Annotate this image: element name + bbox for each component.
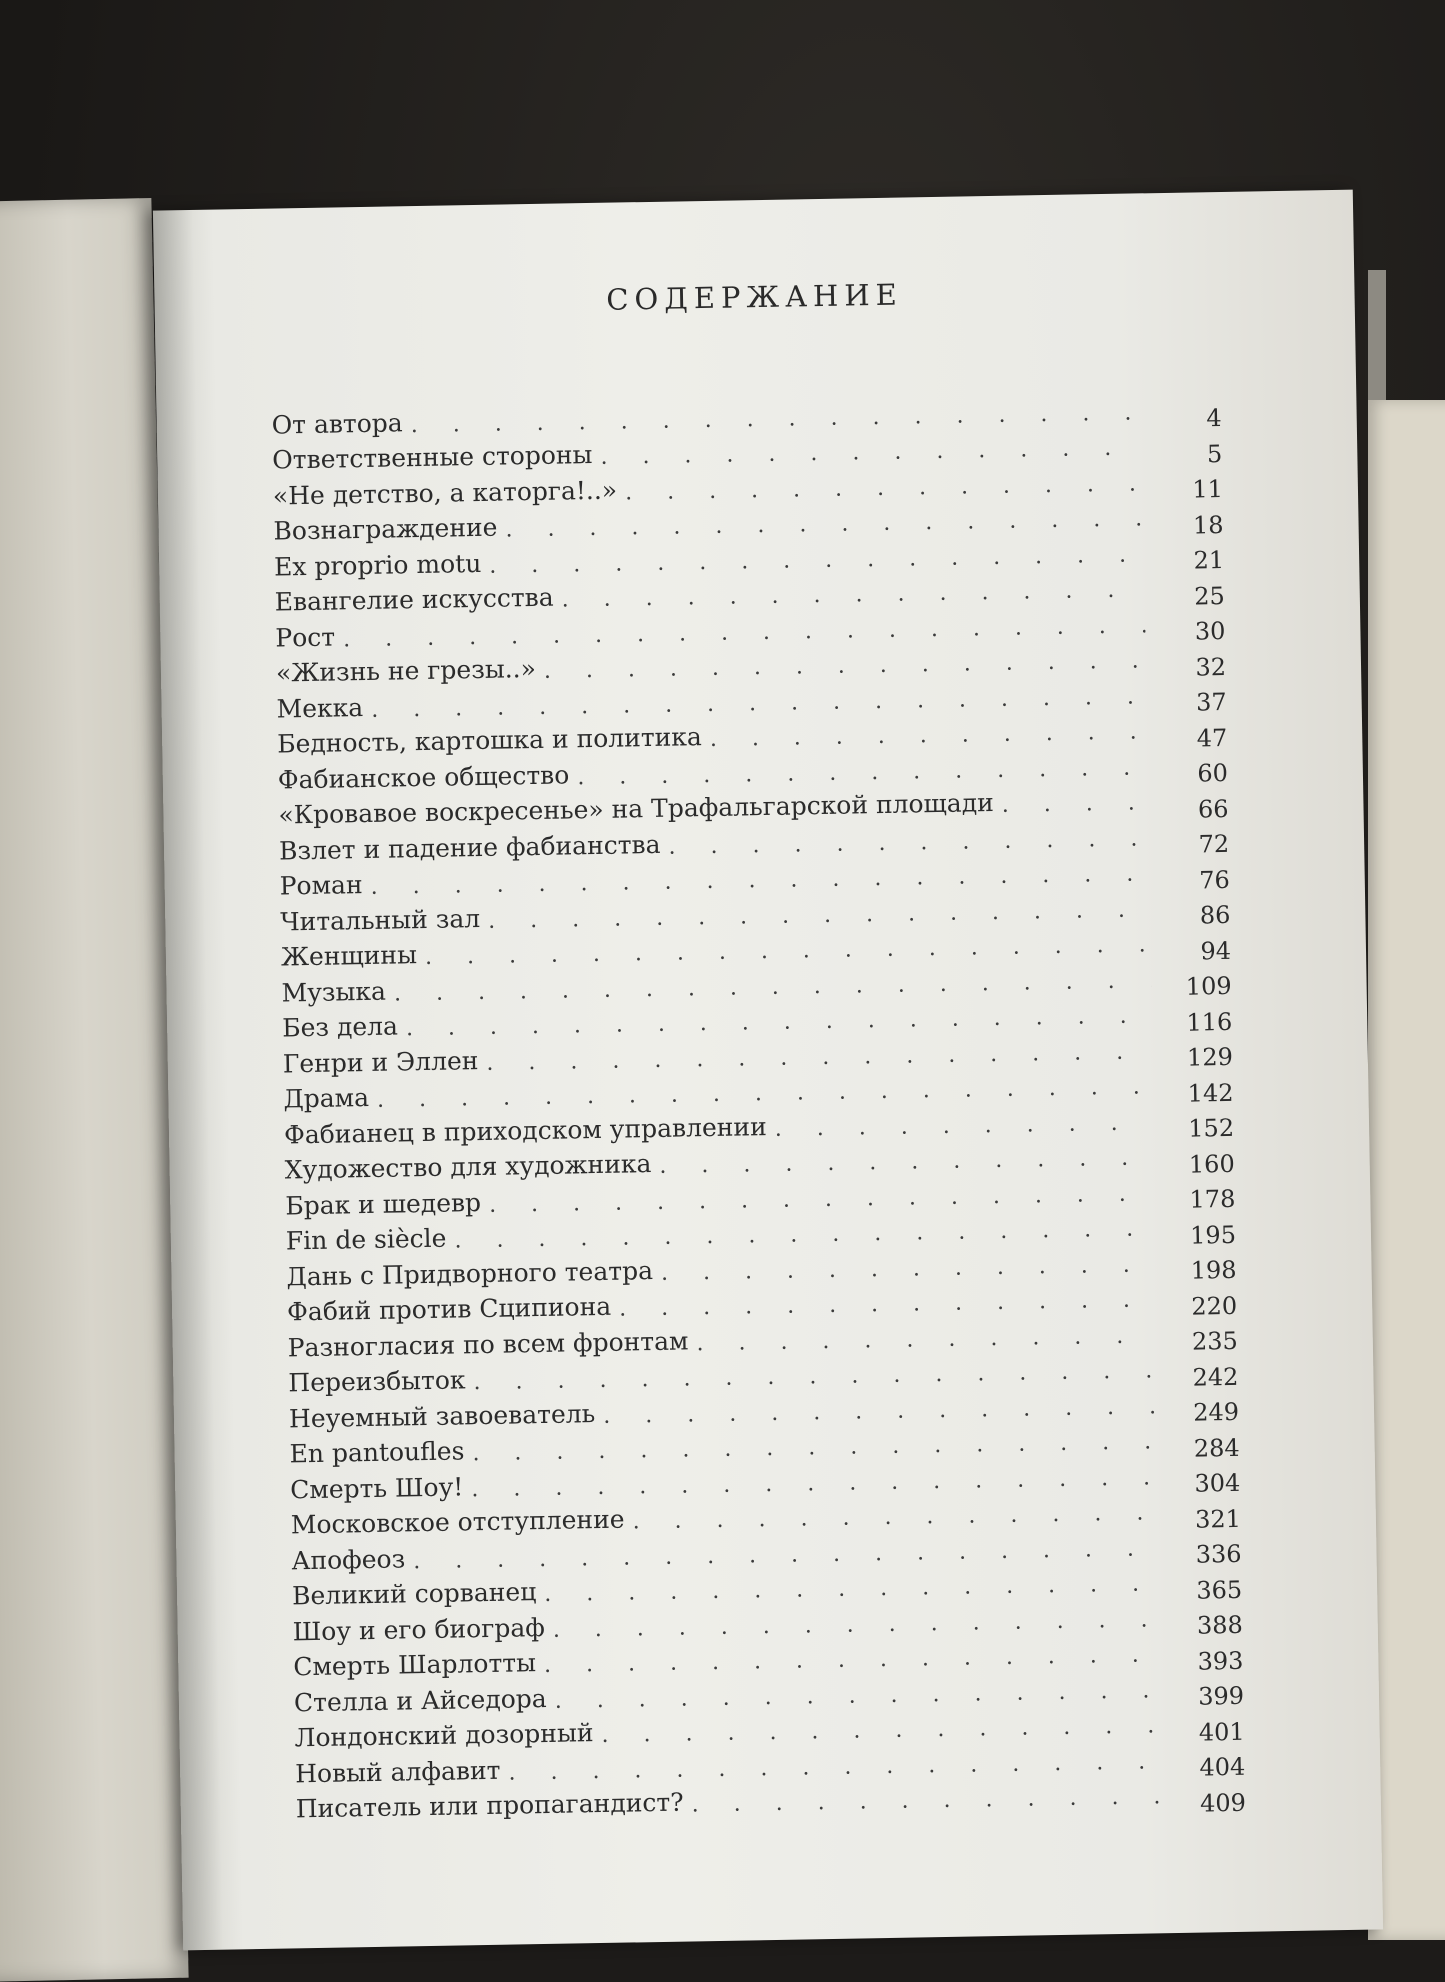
contents-entry-title: Ответственные стороны bbox=[272, 439, 593, 475]
contents-entry-page-number: 284 bbox=[1193, 1433, 1240, 1463]
contents-entry-title: Великий сорванец bbox=[291, 1577, 537, 1611]
contents-entry-title: En pantoufles bbox=[289, 1436, 465, 1469]
contents-entry-page-number: 142 bbox=[1187, 1078, 1234, 1108]
contents-entry-title: «Не детство, а каторга!..» bbox=[272, 475, 618, 511]
contents-entry-title: Фабианское общество bbox=[277, 759, 570, 795]
contents-entry-title: Вознаграждение bbox=[273, 512, 498, 546]
contents-entry-page-number: 37 bbox=[1195, 687, 1227, 717]
contents-entry-page-number: 178 bbox=[1189, 1184, 1236, 1214]
contents-entry-title: «Кровавое воскресенье» на Трафальгарской площади bbox=[278, 788, 994, 830]
contents-entry-title: Переизбыток bbox=[288, 1365, 466, 1398]
contents-entry-title: Смерть Шарлотты bbox=[293, 1648, 537, 1682]
contents-entry-title: Роман bbox=[279, 870, 363, 901]
contents-entry-page-number: 4 bbox=[1206, 403, 1222, 433]
contents-entry-page-number: 336 bbox=[1195, 1539, 1242, 1569]
contents-entry-title: Дань с Придворного театра bbox=[286, 1255, 654, 1291]
contents-entry-title: Неуемный завоеватель bbox=[288, 1398, 596, 1433]
contents-entry-page-number: 235 bbox=[1191, 1326, 1239, 1356]
contents-entry-title: Fin de siècle bbox=[285, 1223, 447, 1256]
contents-entry-page-number: 304 bbox=[1194, 1468, 1241, 1498]
dot-leader bbox=[691, 1786, 1165, 1816]
contents-entry-title: Художество для художника bbox=[284, 1149, 652, 1185]
contents-entry-title: Генри и Эллен bbox=[282, 1045, 479, 1078]
contents-entry-page-number: 25 bbox=[1194, 581, 1226, 610]
contents-entry-title: Брак и шедевр bbox=[285, 1187, 482, 1220]
contents-entry-page-number: 116 bbox=[1186, 1007, 1233, 1037]
contents-entry-page-number: 32 bbox=[1195, 652, 1227, 681]
contents-entry-page-number: 94 bbox=[1200, 936, 1232, 965]
contents-entry-title: Драма bbox=[283, 1082, 370, 1114]
contents-entry-title: Фабианец в приходском управлении bbox=[283, 1111, 767, 1149]
contents-list bbox=[271, 388, 1247, 1824]
contents-entry-page-number: 242 bbox=[1192, 1362, 1239, 1392]
contents-entry-page-number: 86 bbox=[1199, 900, 1231, 930]
contents-entry-page-number: 47 bbox=[1196, 723, 1228, 752]
contents-entry-page-number: 72 bbox=[1198, 829, 1230, 859]
contents-entry-page-number: 66 bbox=[1197, 794, 1229, 823]
contents-entry-title: Московское отступление bbox=[290, 1504, 625, 1540]
contents-entry-page-number: 76 bbox=[1198, 865, 1230, 894]
contents-entry-page-number: 129 bbox=[1186, 1042, 1234, 1072]
contents-entry-title: Апофеоз bbox=[291, 1543, 406, 1575]
contents-entry-page-number: 160 bbox=[1188, 1149, 1235, 1179]
contents-entry-title: Взлет и падение фабианства bbox=[278, 829, 661, 865]
contents-entry-title: Лондонский дозорный bbox=[294, 1718, 594, 1753]
contents-entry-title: Мекка bbox=[276, 692, 364, 724]
contents-entry-page-number: 30 bbox=[1194, 616, 1226, 646]
contents-entry-page-number: 18 bbox=[1192, 510, 1224, 539]
contents-entry-title: Бедность, картошка и политика bbox=[276, 722, 703, 759]
contents-entry-title: «Жизнь не грезы..» bbox=[275, 653, 537, 688]
contents-page bbox=[153, 190, 1383, 1951]
contents-entry-title: Стелла и Айседора bbox=[293, 1683, 547, 1717]
contents-title: СОДЕРЖАНИЕ bbox=[605, 277, 904, 317]
contents-entry-page-number: 249 bbox=[1192, 1397, 1240, 1427]
contents-entry-page-number: 11 bbox=[1192, 474, 1224, 504]
contents-entry-title: Без дела bbox=[281, 1011, 399, 1043]
contents-entry-page-number: 409 bbox=[1199, 1788, 1247, 1818]
contents-entry-page-number: 60 bbox=[1197, 758, 1229, 788]
dot-leader bbox=[1002, 792, 1149, 817]
contents-entry-title: Шоу и его биограф bbox=[292, 1612, 546, 1646]
contents-entry-page-number: 365 bbox=[1196, 1575, 1243, 1605]
contents-entry-title: Фабий против Сципиона bbox=[286, 1291, 612, 1327]
contents-entry-page-number: 21 bbox=[1193, 545, 1225, 575]
contents-entry-page-number: 401 bbox=[1198, 1717, 1245, 1747]
contents-entry-title: Музыка bbox=[281, 976, 387, 1007]
contents-entry-page-number: 198 bbox=[1190, 1255, 1237, 1285]
contents-entry-page-number: 393 bbox=[1197, 1646, 1244, 1676]
contents-entry-page-number: 109 bbox=[1185, 971, 1232, 1001]
contents-entry-title: От автора bbox=[271, 407, 403, 440]
contents-entry-title: Смерть Шоу! bbox=[289, 1471, 464, 1504]
contents-entry-title: Рост bbox=[275, 621, 336, 653]
contents-entry-page-number: 399 bbox=[1197, 1681, 1245, 1711]
book-edge-strip bbox=[1368, 270, 1386, 410]
contents-entry-title: Разногласия по всем фронтам bbox=[287, 1325, 689, 1362]
contents-entry-page-number: 220 bbox=[1191, 1291, 1238, 1321]
contents-entry-title: Ex proprio motu bbox=[273, 548, 482, 582]
contents-entry-page-number: 5 bbox=[1206, 439, 1223, 468]
contents-entry-page-number: 404 bbox=[1199, 1752, 1246, 1782]
contents-entry-title: Новый алфавит bbox=[294, 1755, 501, 1788]
contents-entry-page-number: 195 bbox=[1189, 1220, 1237, 1250]
contents-entry-title: Евангелие искусства bbox=[274, 582, 554, 617]
contents-entry-title: Женщины bbox=[280, 940, 418, 972]
contents-entry-title: Читальный зал bbox=[280, 903, 481, 936]
contents-entry-page-number: 321 bbox=[1194, 1504, 1242, 1534]
contents-entry-page-number: 388 bbox=[1196, 1610, 1243, 1640]
contents-entry-title: Писатель или пропагандист? bbox=[295, 1787, 684, 1824]
contents-entry-page-number: 152 bbox=[1188, 1113, 1235, 1143]
book-cover-edge bbox=[1368, 400, 1445, 1940]
